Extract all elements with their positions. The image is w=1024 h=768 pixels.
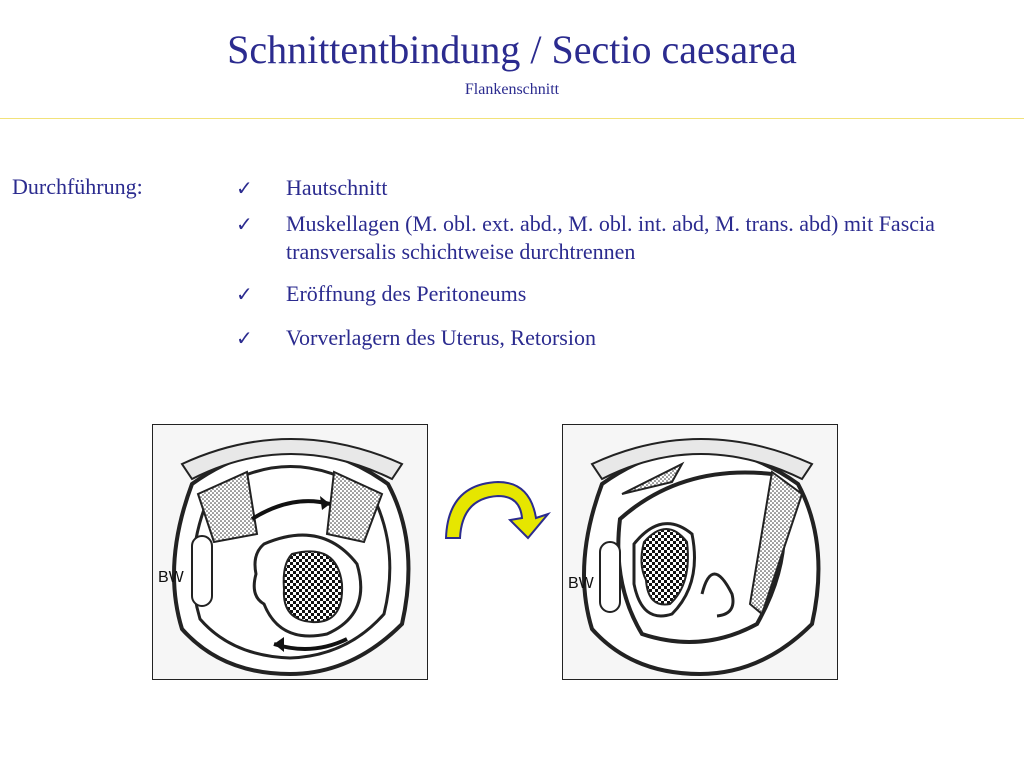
step-item xyxy=(236,324,1016,352)
slide-title: Schnittentbindung / Sectio caesarea xyxy=(227,27,797,72)
step-text: Eröffnung des Peritoneums xyxy=(286,281,527,306)
checkmark-icon: ✓ xyxy=(236,282,253,306)
cross-section-diagram-after xyxy=(562,424,838,680)
body-wall-label: BW xyxy=(568,575,594,592)
checkmark-icon: ✓ xyxy=(236,326,253,350)
step-item xyxy=(236,174,1016,202)
step-text: Muskellagen (M. obl. ext. abd., M. obl. int. abd, M. trans. abd) mit Fascia transversalis schichtweise durchtrennen xyxy=(286,211,935,264)
curved-arrow-icon xyxy=(428,474,556,544)
step-item xyxy=(236,210,1016,266)
procedure-steps xyxy=(236,174,1016,362)
step-text: Vorverlagern des Uterus, Retorsion xyxy=(286,325,596,350)
procedure-label: Durchführung: xyxy=(12,174,143,199)
header-divider xyxy=(0,118,1024,119)
body-wall-label: BW xyxy=(158,569,184,586)
slide-subtitle: Flankenschnitt xyxy=(464,81,560,98)
step-item xyxy=(236,280,1016,308)
checkmark-icon: ✓ xyxy=(236,212,253,236)
cross-section-diagram-before xyxy=(152,424,428,680)
checkmark-icon: ✓ xyxy=(236,176,253,200)
step-text: Hautschnitt xyxy=(286,175,388,200)
